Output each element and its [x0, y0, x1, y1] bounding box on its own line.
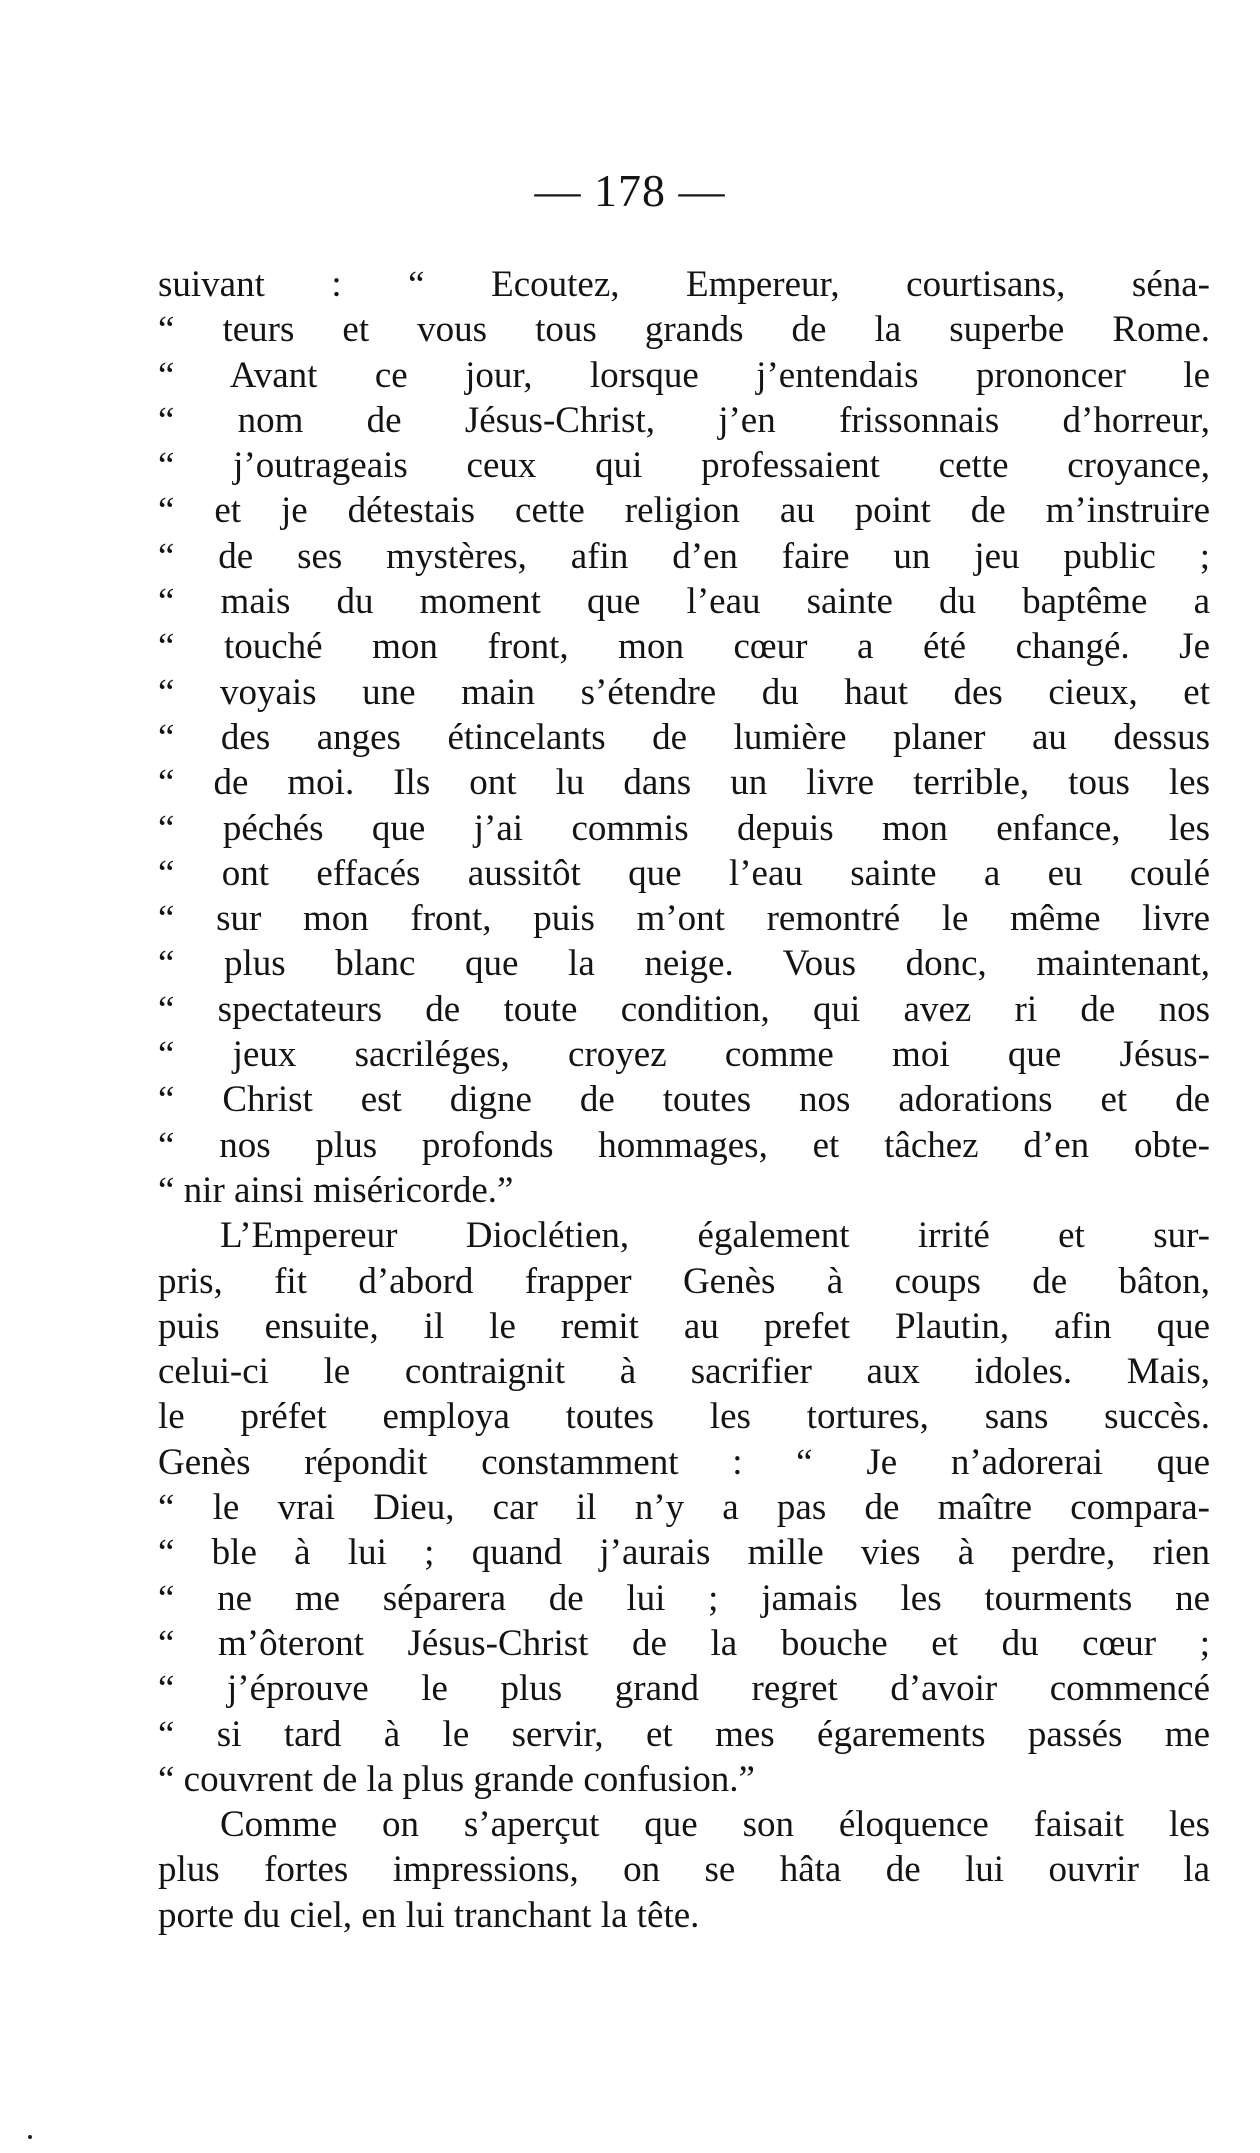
text-line: “ j’outrageais ceux qui professaient cette croyance,	[158, 445, 1210, 487]
text-line: porte du ciel, en lui tranchant la tête.	[158, 1894, 700, 1936]
text-line: “ jeux sacriléges, croyez comme moi que Jésus-	[158, 1034, 1210, 1076]
paper-speck	[28, 2135, 32, 2139]
paragraph-start-line: L’Empereur Dioclétien, également irrité et sur-	[220, 1215, 1210, 1257]
text-line: puis ensuite, il le remit au prefet Plautin, afin que	[158, 1305, 1210, 1347]
text-line: “ m’ôteront Jésus-Christ de la bouche et du cœur ;	[158, 1622, 1210, 1664]
text-line: “ couvrent de la plus grande confusion.”	[158, 1758, 755, 1800]
text-line: “ des anges étincelants de lumière planer au dessus	[158, 716, 1210, 758]
text-line: le préfet employa toutes les tortures, sans succès.	[158, 1396, 1210, 1438]
text-line: “ Avant ce jour, lorsque j’entendais prononcer le	[158, 354, 1210, 396]
text-line: “ ble à lui ; quand j’aurais mille vies à perdre, rien	[158, 1532, 1210, 1574]
text-line: “ de moi. Ils ont lu dans un livre terrible, tous les	[158, 762, 1210, 804]
text-line: “ touché mon front, mon cœur a été changé. Je	[158, 626, 1210, 668]
text-line: “ plus blanc que la neige. Vous donc, maintenant,	[158, 943, 1210, 985]
paragraph-start-line: Comme on s’aperçut que son éloquence faisait les	[220, 1804, 1210, 1846]
text-line: “ le vrai Dieu, car il n’y a pas de maître compara-	[158, 1487, 1210, 1529]
text-line: “ mais du moment que l’eau sainte du baptême a	[158, 581, 1210, 623]
text-line: “ si tard à le servir, et mes égarements passés me	[158, 1713, 1210, 1755]
text-line: “ nir ainsi miséricorde.”	[158, 1169, 514, 1211]
text-line: suivant : “ Ecoutez, Empereur, courtisans, séna-	[158, 264, 1210, 305]
text-line: “ sur mon front, puis m’ont remontré le même livre	[158, 898, 1210, 940]
text-line: “ péchés que j’ai commis depuis mon enfance, les	[158, 807, 1210, 849]
text-line: “ spectateurs de toute condition, qui avez ri de nos	[158, 988, 1210, 1030]
text-line: celui-ci le contraignit à sacrifier aux idoles. Mais,	[158, 1351, 1210, 1393]
text-line: “ teurs et vous tous grands de la superbe Rome.	[158, 309, 1210, 351]
text-line: plus fortes impressions, on se hâta de lui ouvrir la	[158, 1849, 1210, 1891]
text-line: “ de ses mystères, afin d’en faire un jeu public ;	[158, 535, 1210, 577]
text-line: pris, fit d’abord frapper Genès à coups de bâton,	[158, 1260, 1210, 1302]
text-line: “ nos plus profonds hommages, et tâchez d’en obte-	[158, 1124, 1210, 1166]
text-line: Genès répondit constamment : “ Je n’adorerai que	[158, 1441, 1210, 1483]
text-line: “ Christ est digne de toutes nos adorations et de	[158, 1079, 1210, 1121]
page-number: — 178 —	[534, 165, 726, 216]
text-line: “ j’éprouve le plus grand regret d’avoir commencé	[158, 1668, 1210, 1710]
body-text	[158, 262, 1210, 1938]
text-line: “ et je détestais cette religion au point de m’instruire	[158, 490, 1210, 532]
text-line: “ voyais une main s’étendre du haut des cieux, et	[158, 671, 1210, 713]
text-line: “ ne me séparera de lui ; jamais les tourments ne	[158, 1577, 1210, 1619]
text-line: “ ont effacés aussitôt que l’eau sainte a eu coulé	[158, 852, 1210, 894]
text-line: “ nom de Jésus-Christ, j’en frissonnais d’horreur,	[158, 399, 1210, 441]
